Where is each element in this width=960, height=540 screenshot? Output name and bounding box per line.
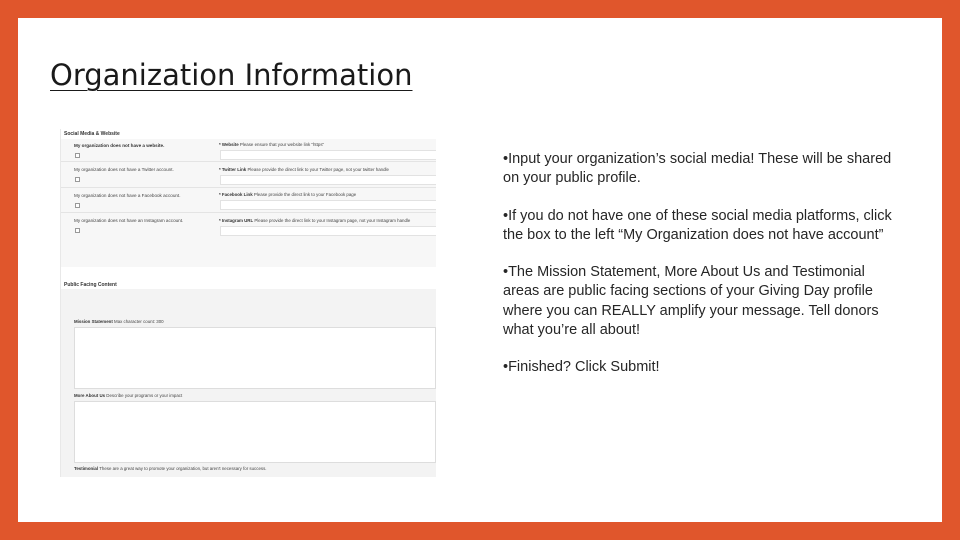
bullet-item: •Input your organization’s social media! These will be shared on your public profile. [503,151,892,187]
instagram-input[interactable] [220,226,436,236]
form-screenshot [60,129,436,477]
divider [61,212,436,213]
instagram-field-label: * Instagram URL Please provide the direct link to your Instagram page, not your Instagram handle [219,218,411,223]
more-about-field-label: More About Us Describe your programs or your impact [74,393,183,398]
bullet-item: •If you do not have one of these social media platforms, click the box to the left “My Organization does not have account” [503,207,892,243]
mission-field-label: Mission Statement Max character count: 300 [74,319,164,324]
facebook-input[interactable] [220,200,436,210]
divider [61,187,436,188]
twitter-input[interactable] [220,175,436,185]
slide-title: Organization Information [50,58,413,92]
social-section-title: Social Media & Website [64,131,120,137]
no-facebook-checkbox[interactable] [75,203,80,208]
no-website-checkbox[interactable] [75,153,80,158]
more-about-us-textarea[interactable] [74,401,436,463]
testimonial-field-label: Testimonial These are a great way to promote your organization, but aren't necessary for success. [74,466,267,471]
public-section-title: Public Facing Content [64,282,117,288]
twitter-field-label: * Twitter Link Please provide the direct link to your Twitter page, not your twitter handle [219,167,389,172]
instruction-bullets [503,150,893,396]
website-input[interactable] [220,150,436,160]
website-field-label: * Website Please ensure that your website link "https" [219,142,325,147]
mission-statement-textarea[interactable] [74,327,436,389]
social-media-panel [61,139,436,267]
no-facebook-label: My organization does not have a Facebook account. [74,193,181,198]
divider [61,161,436,162]
facebook-field-label: * Facebook Link Please provide the direct link to your Facebook page [219,192,357,197]
no-website-label: My organization does not have a website. [74,143,165,148]
bullet-item: •The Mission Statement, More About Us and Testimonial areas are public facing sections of your Giving Day profile where you can REALLY amplify your message. Tell donors what you’re all about! [503,264,879,339]
bullet-item: •Finished? Click Submit! [503,359,660,376]
no-instagram-checkbox[interactable] [75,228,80,233]
slide [18,18,942,522]
no-twitter-checkbox[interactable] [75,177,80,182]
no-instagram-label: My organization does not have an Instagram account. [74,218,184,223]
no-twitter-label: My organization does not have a Twitter account. [74,167,174,172]
